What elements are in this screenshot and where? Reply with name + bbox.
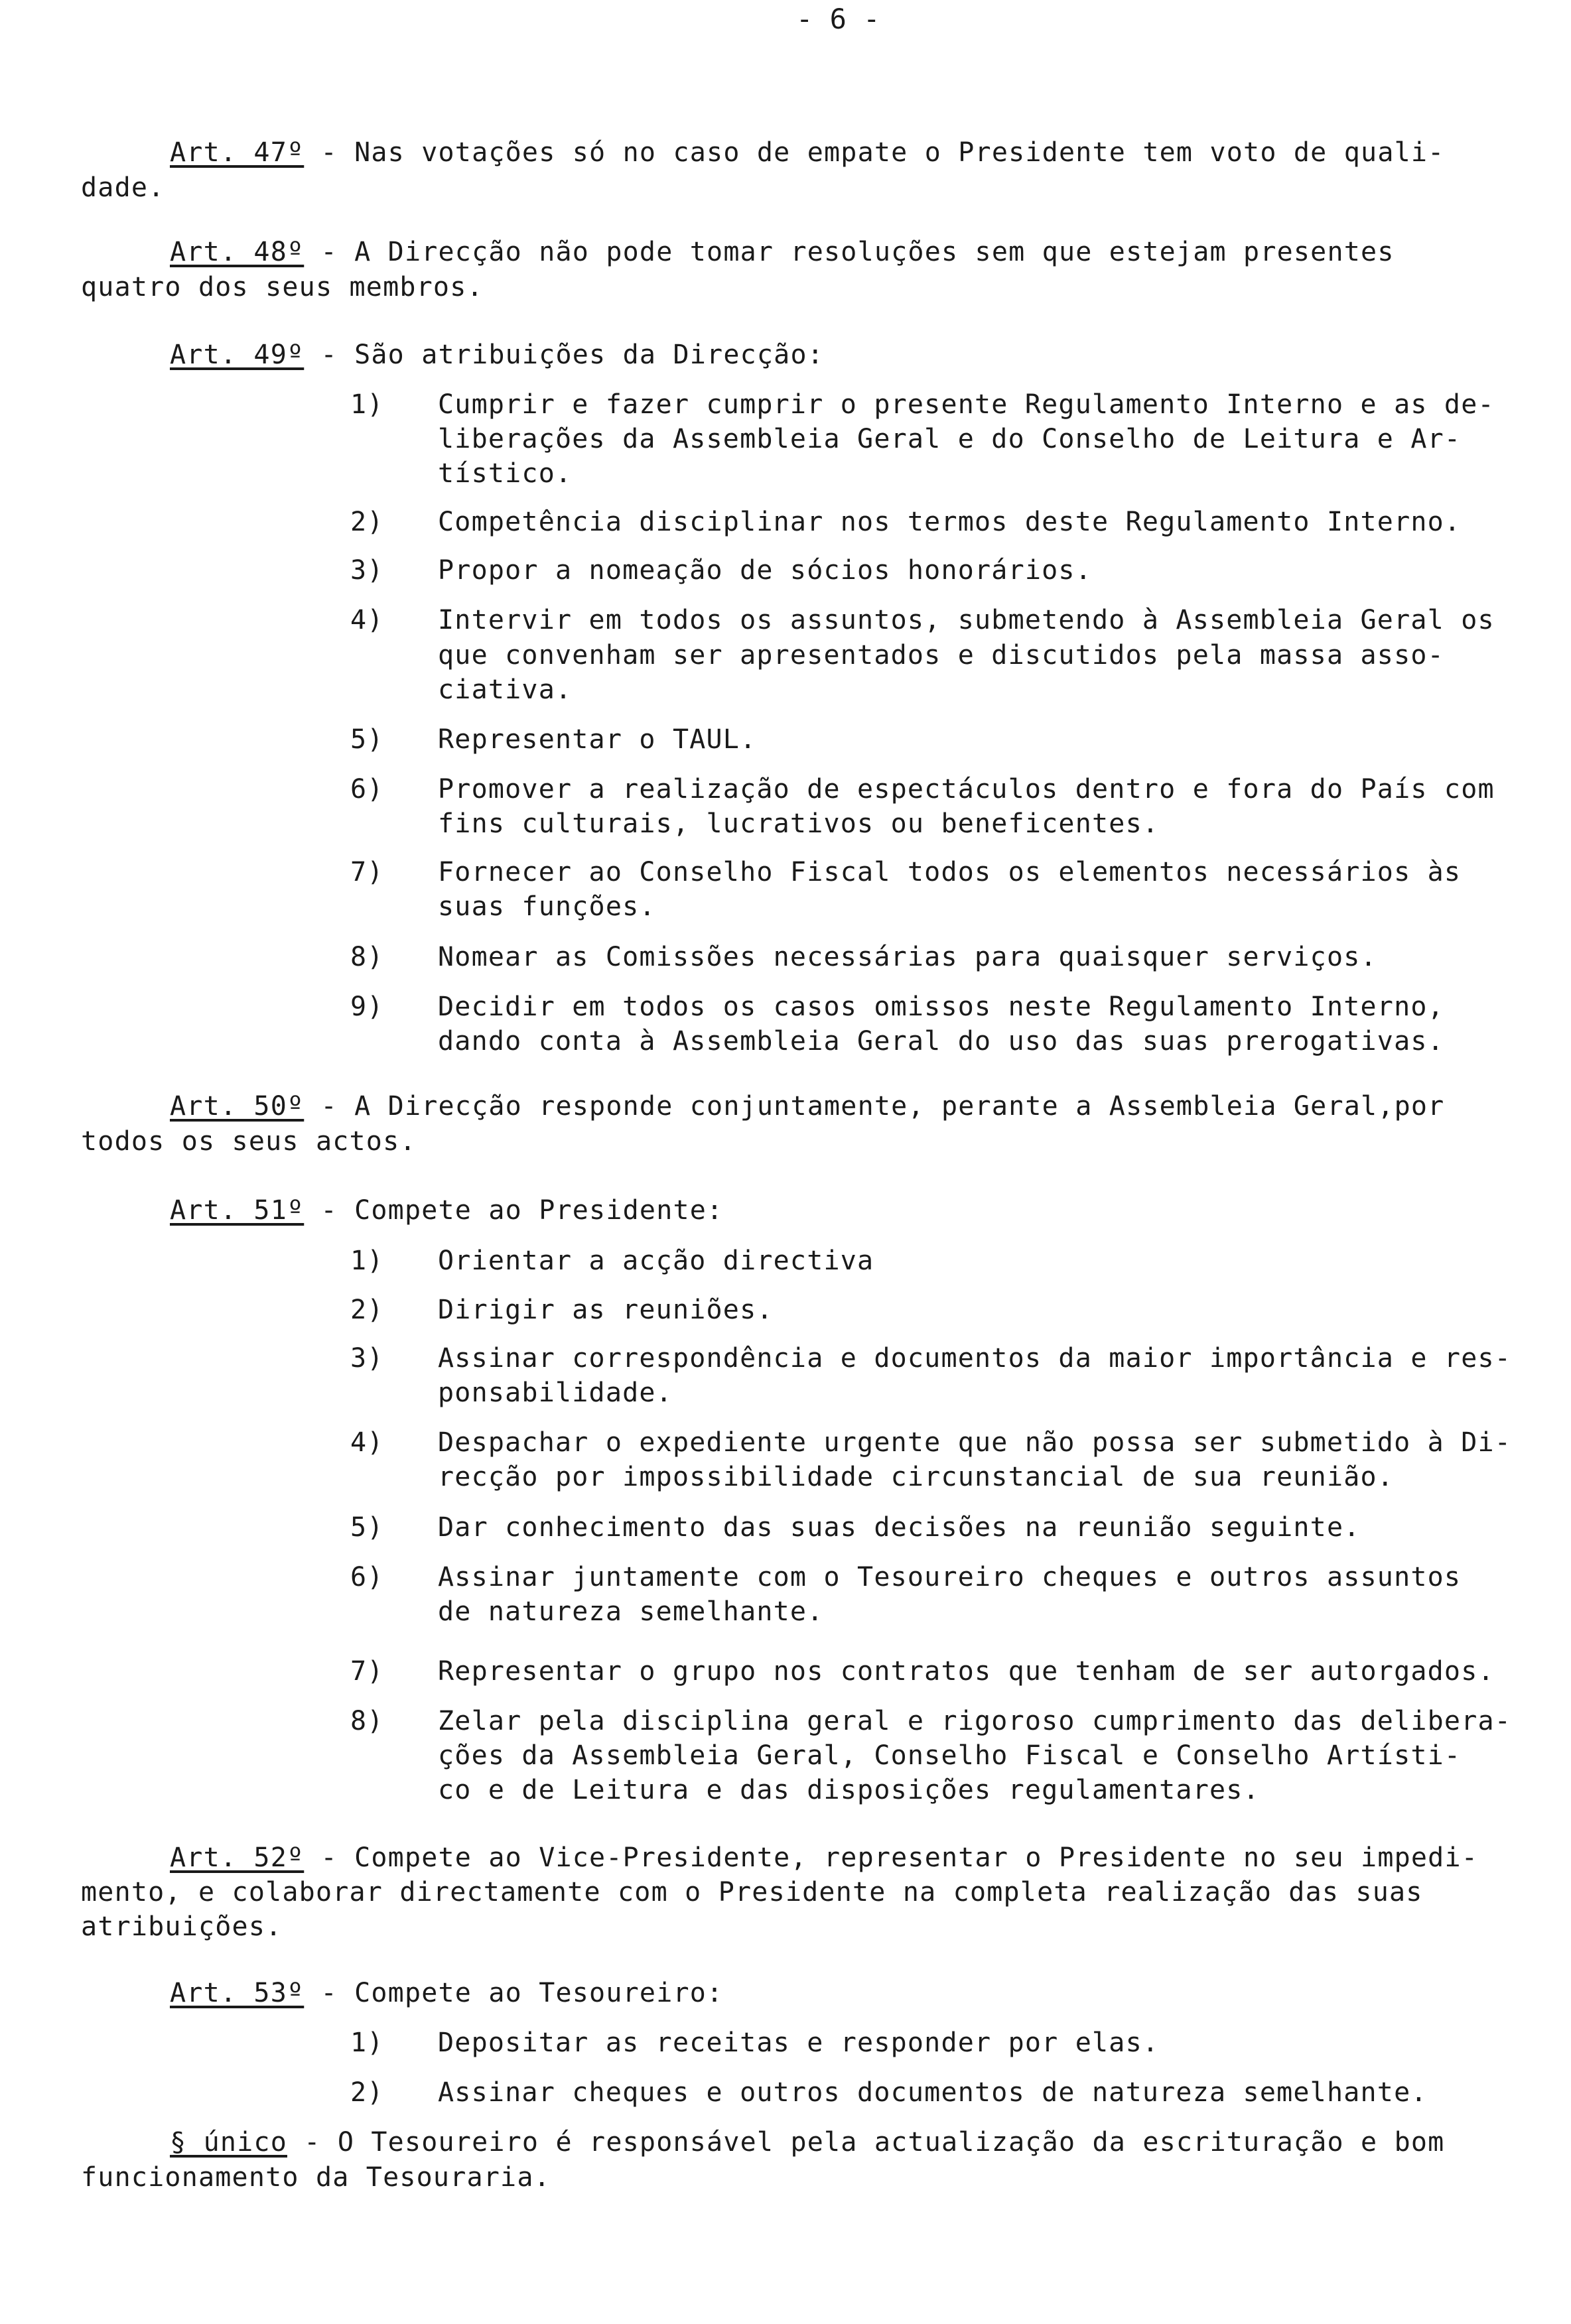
item-number: 8) — [350, 1706, 384, 1736]
article-text: - Compete ao Tesoureiro: — [304, 1978, 724, 2008]
item-number: 2) — [350, 507, 384, 537]
item-number: 3) — [350, 555, 384, 586]
item-number: 2) — [350, 2077, 384, 2108]
article-53 — [170, 1976, 723, 2010]
article-50 — [170, 1090, 1444, 1123]
item-text: ções da Assembleia Geral, Conselho Fiscal e Conselho Artísti- — [438, 1740, 1462, 1771]
article-50-continuation: todos os seus actos. — [81, 1126, 417, 1157]
item-number: 5) — [350, 724, 384, 755]
page-number: - 6 - — [796, 3, 880, 35]
item-number: 1) — [350, 2028, 384, 2058]
item-number: 6) — [350, 1562, 384, 1592]
item-text: liberações da Assembleia Geral e do Conselho de Leitura e Ar- — [438, 424, 1462, 454]
item-text: que convenham ser apresentados e discutidos pela massa asso- — [438, 640, 1444, 671]
item-text: Promover a realização de espectáculos dentro e fora do País com — [438, 774, 1495, 805]
item-text: Depositar as receitas e responder por elas. — [438, 2028, 1160, 2058]
article-label: Art. 47º — [170, 137, 305, 168]
item-text: tístico. — [438, 458, 573, 489]
paragraph-unico — [170, 2126, 1444, 2159]
article-text: - Nas votações só no caso de empate o Presidente tem voto de quali- — [304, 137, 1445, 168]
item-number: 3) — [350, 1343, 384, 1374]
article-47-continuation: dade. — [81, 172, 165, 203]
item-text: Despachar o expediente urgente que não possa ser submetido à Di- — [438, 1427, 1512, 1458]
item-text: Dirigir as reuniões. — [438, 1295, 774, 1325]
article-label: Art. 52º — [170, 1842, 305, 1873]
article-text: - A Direcção não pode tomar resoluções sem que estejam presentes — [304, 237, 1395, 267]
article-text: - A Direcção responde conjuntamente, perante a Assembleia Geral,por — [304, 1091, 1445, 1122]
item-text: Representar o TAUL. — [438, 724, 757, 755]
item-text: co e de Leitura e das disposições regulamentares. — [438, 1775, 1260, 1805]
item-text: dando conta à Assembleia Geral do uso das suas prerogativas. — [438, 1026, 1444, 1057]
item-text: Representar o grupo nos contratos que tenham de ser autorgados. — [438, 1656, 1495, 1687]
item-number: 9) — [350, 992, 384, 1022]
article-47 — [170, 136, 1444, 169]
item-text: Fornecer ao Conselho Fiscal todos os elementos necessários às — [438, 857, 1462, 887]
item-text: recção por impossibilidade circunstancial de sua reunião. — [438, 1462, 1395, 1492]
article-52-continuation: mento, e colaborar directamente com o Presidente na completa realização das suas — [81, 1877, 1423, 1907]
article-49 — [170, 338, 824, 371]
item-number: 6) — [350, 774, 384, 805]
article-51 — [170, 1194, 723, 1227]
item-number: 8) — [350, 942, 384, 972]
item-text: Dar conhecimento das suas decisões na reunião seguinte. — [438, 1512, 1361, 1543]
item-number: 1) — [350, 389, 384, 420]
item-text: Assinar cheques e outros documentos de natureza semelhante. — [438, 2077, 1428, 2108]
article-52 — [170, 1841, 1478, 1874]
article-48 — [170, 235, 1395, 269]
article-text: - Compete ao Vice-Presidente, representar o Presidente no seu impedi- — [304, 1842, 1479, 1873]
item-text: suas funções. — [438, 891, 656, 922]
item-text: Competência disciplinar nos termos deste Regulamento Interno. — [438, 507, 1462, 537]
item-text: Nomear as Comissões necessárias para quaisquer serviços. — [438, 942, 1377, 972]
article-label: Art. 53º — [170, 1978, 305, 2008]
item-text: Assinar correspondência e documentos da maior importância e res- — [438, 1343, 1512, 1374]
item-text: Orientar a acção directiva — [438, 1246, 874, 1276]
item-number: 4) — [350, 605, 384, 635]
item-text: Decidir em todos os casos omissos neste Regulamento Interno, — [438, 992, 1444, 1022]
item-number: 7) — [350, 857, 384, 887]
paragraph-text: - O Tesoureiro é responsável pela actualização da escrituração e bom — [287, 2127, 1445, 2158]
item-text: ciativa. — [438, 675, 573, 705]
item-number: 7) — [350, 1656, 384, 1687]
article-text: - Compete ao Presidente: — [304, 1195, 724, 1226]
item-text: Intervir em todos os assuntos, submetendo à Assembleia Geral os — [438, 605, 1495, 635]
article-label: Art. 51º — [170, 1195, 305, 1226]
article-text: - São atribuições da Direcção: — [304, 340, 825, 370]
item-text: de natureza semelhante. — [438, 1596, 824, 1627]
item-text: Zelar pela disciplina geral e rigoroso cumprimento das delibera- — [438, 1706, 1512, 1736]
article-label: Art. 50º — [170, 1091, 305, 1122]
item-text: ponsabilidade. — [438, 1378, 673, 1408]
article-label: Art. 49º — [170, 340, 305, 370]
article-48-continuation: quatro dos seus membros. — [81, 272, 484, 302]
item-number: 4) — [350, 1427, 384, 1458]
item-number: 5) — [350, 1512, 384, 1543]
article-label: Art. 48º — [170, 237, 305, 267]
item-text: fins culturais, lucrativos ou beneficentes. — [438, 808, 1160, 839]
item-text: Propor a nomeação de sócios honorários. — [438, 555, 1092, 586]
item-text: Assinar juntamente com o Tesoureiro cheques e outros assuntos — [438, 1562, 1462, 1592]
paragraph-unico-continuation: funcionamento da Tesouraria. — [81, 2162, 551, 2193]
article-52-continuation: atribuições. — [81, 1911, 283, 1942]
paragraph-label: § único — [170, 2127, 287, 2158]
item-text: Cumprir e fazer cumprir o presente Regulamento Interno e as de- — [438, 389, 1495, 420]
item-number: 1) — [350, 1246, 384, 1276]
item-number: 2) — [350, 1295, 384, 1325]
